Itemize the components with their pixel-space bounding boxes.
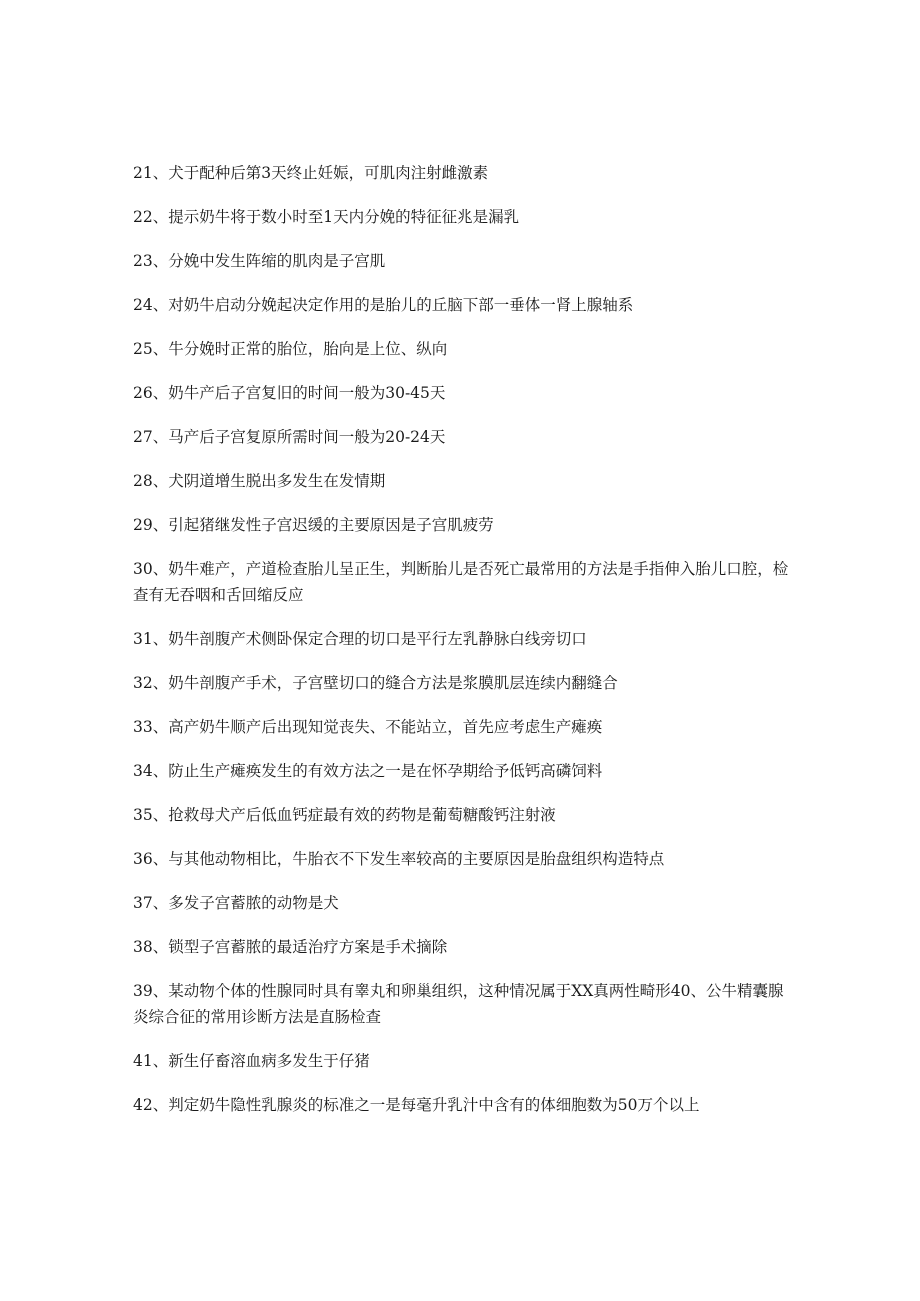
list-item: 34、防止生产瘫痪发生的有效方法之一是在怀孕期给予低钙高磷饲料	[133, 762, 603, 780]
list-item: 21、犬于配种后第3天终止妊娠，可肌肉注射雌激素	[133, 164, 489, 182]
question-list	[133, 160, 793, 1136]
list-item: 30、奶牛难产，产道检查胎儿呈正生，判断胎儿是否死亡最常用的方法是手指伸入胎儿口腔，检查有无吞咽和舌回缩反应	[133, 560, 789, 604]
list-item: 25、牛分娩时正常的胎位，胎向是上位、纵向	[133, 340, 448, 358]
list-item: 31、奶牛剖腹产术侧卧保定合理的切口是平行左乳静脉白线旁切口	[133, 630, 587, 648]
list-item: 42、判定奶牛隐性乳腺炎的标准之一是每毫升乳汁中含有的体细胞数为50万个以上	[133, 1096, 700, 1114]
list-item: 32、奶牛剖腹产手术，子宫壁切口的缝合方法是浆膜肌层连续内翻缝合	[133, 674, 618, 692]
list-item: 27、马产后子宫复原所需时间一般为20-24天	[133, 428, 446, 446]
list-item: 22、提示奶牛将于数小时至1天内分娩的特征征兆是漏乳	[133, 208, 520, 226]
list-item: 23、分娩中发生阵缩的肌肉是子宫肌	[133, 252, 386, 270]
list-item: 39、某动物个体的性腺同时具有睾丸和卵巢组织，这种情况属于XX真两性畸形40、公牛精囊腺炎综合征的常用诊断方法是直肠检查	[133, 982, 784, 1026]
list-item: 29、引起猪继发性子宫迟缓的主要原因是子宫肌疲劳	[133, 516, 494, 534]
list-item: 35、抢救母犬产后低血钙症最有效的药物是葡萄糖酸钙注射液	[133, 806, 556, 824]
list-item: 24、对奶牛启动分娩起决定作用的是胎儿的丘脑下部一垂体一肾上腺轴系	[133, 296, 634, 314]
list-item: 41、新生仔畜溶血病多发生于仔猪	[133, 1052, 370, 1070]
list-item: 33、高产奶牛顺产后出现知觉丧失、不能站立，首先应考虑生产瘫痪	[133, 718, 603, 736]
list-item: 38、锁型子宫蓄脓的最适治疗方案是手术摘除	[133, 938, 448, 956]
list-item: 28、犬阴道增生脱出多发生在发情期	[133, 472, 386, 490]
list-item: 37、多发子宫蓄脓的动物是犬	[133, 894, 339, 912]
list-item: 26、奶牛产后子宫复旧的时间一般为30-45天	[133, 384, 446, 402]
list-item: 36、与其他动物相比，牛胎衣不下发生率较高的主要原因是胎盘组织构造特点	[133, 850, 665, 868]
